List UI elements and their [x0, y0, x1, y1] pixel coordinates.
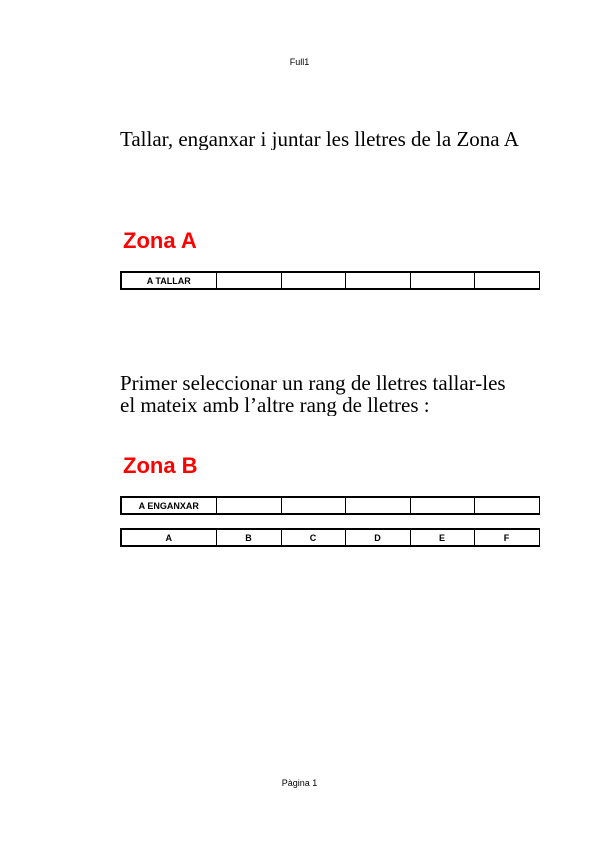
- zone-b-title: Zona B: [123, 453, 198, 478]
- page-header: Full1: [289, 57, 310, 67]
- intro-block: [120, 128, 541, 150]
- cell[interactable]: [281, 497, 345, 514]
- zone-a-row: [120, 271, 540, 290]
- cell[interactable]: [410, 272, 474, 289]
- zone-b-letters-row: [120, 528, 540, 547]
- page-footer: Pàgina 1: [281, 778, 318, 788]
- cell[interactable]: [474, 272, 539, 289]
- letter-cell-e[interactable]: E: [410, 529, 474, 546]
- cell-a-tallar[interactable]: A TALLAR: [121, 272, 216, 289]
- cell[interactable]: [410, 497, 474, 514]
- cell[interactable]: [474, 497, 539, 514]
- instructions-line-1: Primer seleccionar un rang de lletres tallar-les: [120, 372, 506, 395]
- cell[interactable]: [281, 272, 345, 289]
- letter-cell-f[interactable]: F: [474, 529, 539, 546]
- cell[interactable]: [216, 497, 281, 514]
- zone-b-row: [120, 496, 540, 515]
- instructions-line-2: el mateix amb l’altre rang de lletres :: [120, 393, 430, 416]
- cell-a-enganxar[interactable]: A ENGANXAR: [121, 497, 216, 514]
- cell[interactable]: [345, 497, 410, 514]
- cell[interactable]: [345, 272, 410, 289]
- zone-a-title: Zona A: [123, 228, 197, 253]
- letter-cell-b[interactable]: B: [216, 529, 281, 546]
- cell[interactable]: [216, 272, 281, 289]
- intro-text: Tallar, enganxar i juntar les lletres de la Zona A: [120, 128, 519, 150]
- letter-cell-c[interactable]: C: [281, 529, 345, 546]
- instructions-block: [120, 372, 541, 416]
- letter-cell-d[interactable]: D: [345, 529, 410, 546]
- letter-cell-a[interactable]: A: [121, 529, 216, 546]
